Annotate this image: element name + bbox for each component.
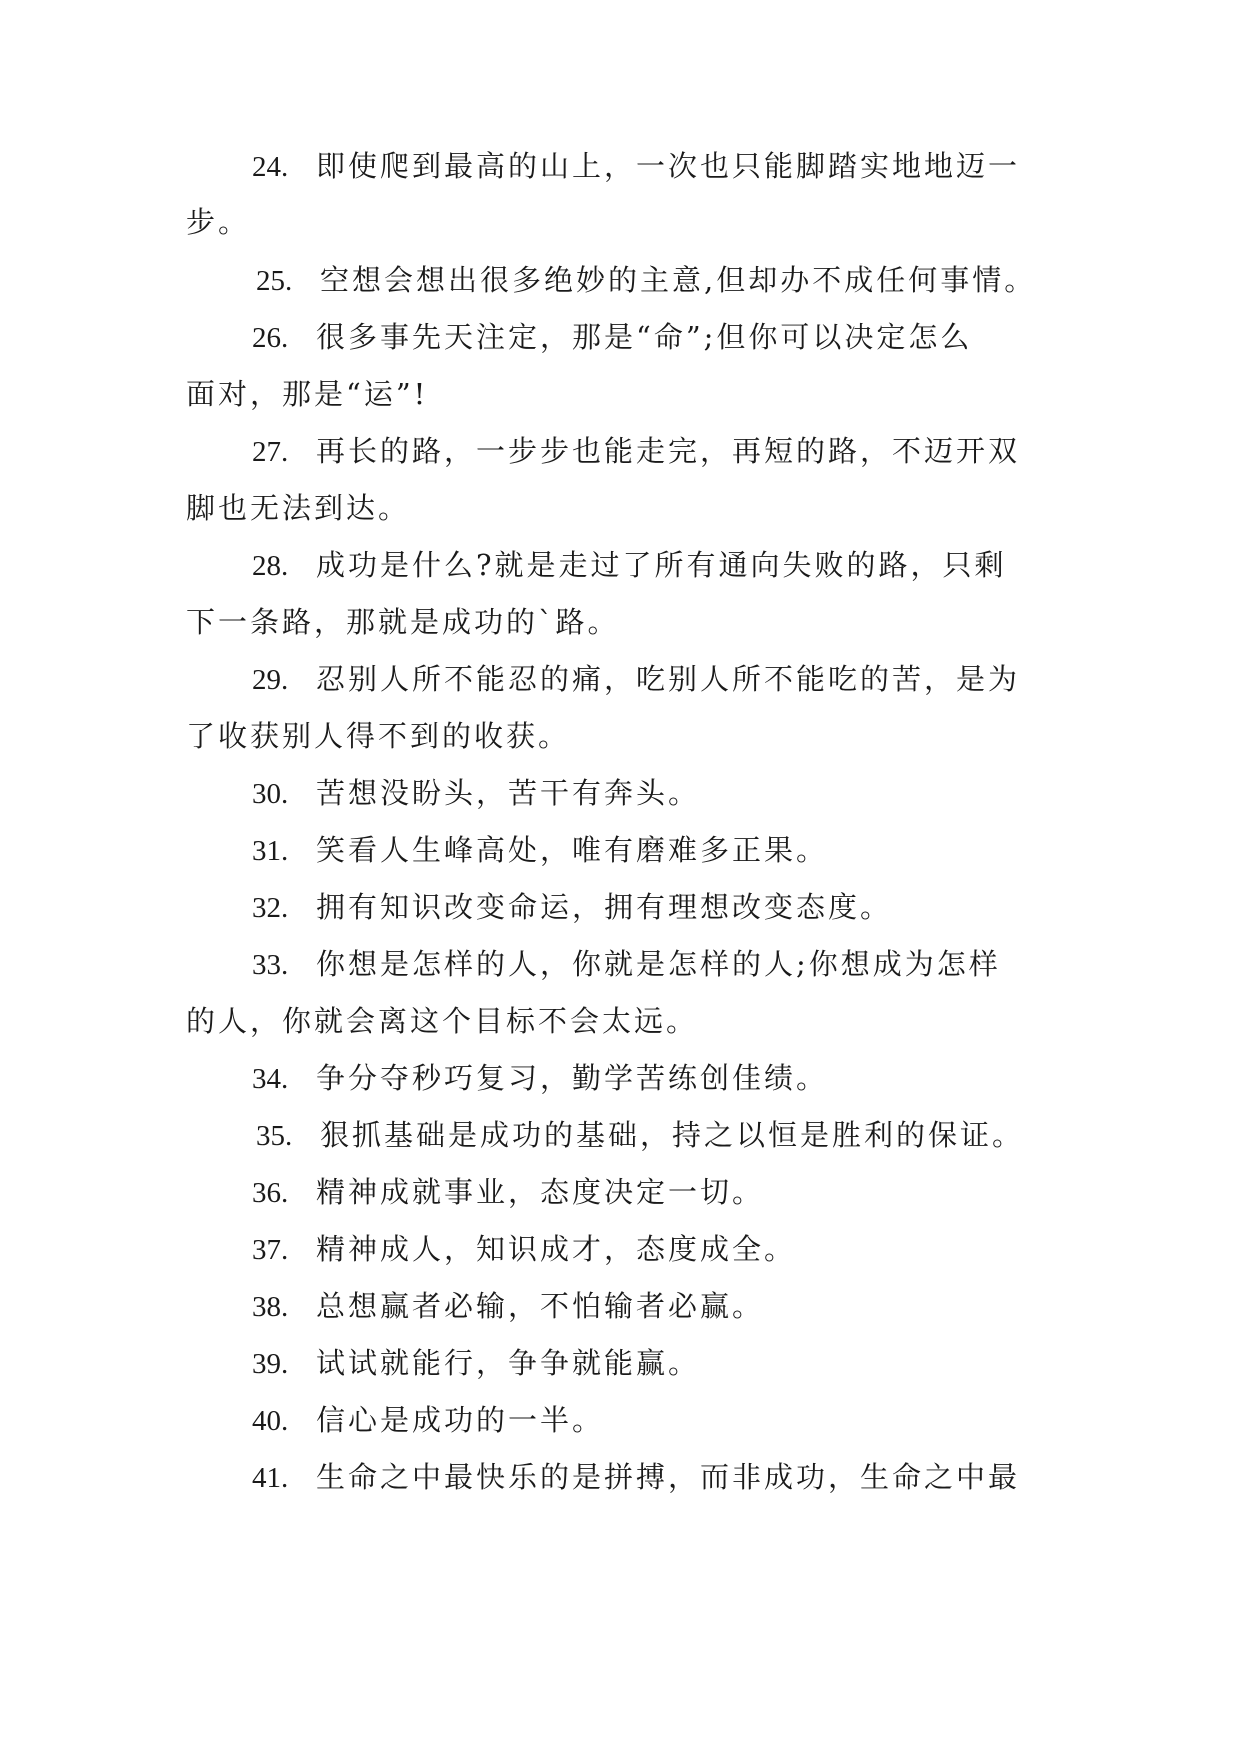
list-item-40-line-1 — [252, 1400, 604, 1441]
item-text: 忍别人所不能忍的痛，吃别人所不能吃的苦，是为 — [316, 662, 1021, 696]
item-number: 24. — [252, 151, 289, 183]
item-number: 29. — [252, 664, 289, 696]
item-number: 40. — [252, 1405, 289, 1437]
item-number: 38. — [252, 1291, 289, 1323]
item-text: 精神成就事业，态度决定一切。 — [316, 1175, 765, 1209]
item-number: 28. — [252, 550, 289, 582]
list-item-29-line-2 — [186, 716, 570, 756]
list-item-32-line-1 — [252, 887, 892, 928]
item-number: 41. — [252, 1462, 289, 1494]
item-number: 30. — [252, 778, 289, 810]
item-number: 27. — [252, 436, 289, 468]
item-number: 39. — [252, 1348, 289, 1380]
item-text: 争分夺秒巧复习，勤学苦练创佳绩。 — [316, 1061, 829, 1095]
item-text: 面对，那是“运”! — [186, 377, 429, 411]
item-text: 空想会想出很多绝妙的主意,但却办不成任何事情。 — [320, 263, 1037, 297]
item-text: 拥有知识改变命运，拥有理想改变态度。 — [316, 890, 893, 924]
item-number: 34. — [252, 1063, 289, 1095]
item-text: 下一条路，那就是成功的`路。 — [186, 605, 620, 639]
item-text: 你想是怎样的人，你就是怎样的人;你想成为怎样 — [316, 947, 1001, 981]
item-text: 信心是成功的一半。 — [316, 1403, 605, 1437]
item-text: 苦想没盼头，苦干有奔头。 — [316, 776, 701, 810]
list-item-33-line-1 — [252, 944, 1001, 985]
list-item-37-line-1 — [252, 1229, 796, 1270]
item-text: 狠抓基础是成功的基础，持之以恒是胜利的保证。 — [320, 1118, 1025, 1152]
item-number: 37. — [252, 1234, 289, 1266]
item-number: 25. — [256, 265, 293, 297]
item-number: 33. — [252, 949, 289, 981]
list-item-36-line-1 — [252, 1172, 764, 1213]
item-number: 32. — [252, 892, 289, 924]
item-number: 35. — [256, 1120, 293, 1152]
list-item-41-line-1 — [252, 1457, 1020, 1498]
list-item-38-line-1 — [252, 1286, 764, 1327]
item-text: 很多事先天注定，那是“命”;但你可以决定怎么 — [316, 320, 973, 354]
list-item-33-line-2 — [186, 1001, 698, 1041]
item-text: 了收获别人得不到的收获。 — [186, 719, 571, 753]
list-item-30-line-1 — [252, 773, 700, 814]
item-text: 成功是什么?就是走过了所有通向失败的路，只剩 — [316, 548, 1007, 582]
list-item-34-line-1 — [252, 1058, 828, 1099]
list-item-24-line-2 — [186, 202, 250, 242]
item-text: 总想赢者必输，不怕输者必赢。 — [316, 1289, 765, 1323]
list-item-28-line-1 — [252, 545, 1007, 586]
list-item-26-line-1 — [252, 317, 972, 358]
list-item-24-line-1 — [252, 146, 1020, 187]
item-text: 的人，你就会离这个目标不会太远。 — [186, 1004, 699, 1038]
item-text: 生命之中最快乐的是拼搏，而非成功，生命之中最 — [316, 1460, 1021, 1494]
list-item-26-line-2 — [186, 374, 428, 414]
item-text: 精神成人，知识成才，态度成全。 — [316, 1232, 797, 1266]
item-text: 再长的路，一步步也能走完，再短的路，不迈开双 — [316, 434, 1021, 468]
list-item-31-line-1 — [252, 830, 828, 871]
item-text: 试试就能行，争争就能赢。 — [316, 1346, 701, 1380]
item-number: 26. — [252, 322, 289, 354]
list-item-25-line-1 — [256, 260, 1036, 301]
item-text: 即使爬到最高的山上，一次也只能脚踏实地地迈一 — [316, 149, 1021, 183]
list-item-28-line-2 — [186, 602, 620, 642]
item-text: 笑看人生峰高处，唯有磨难多正果。 — [316, 833, 829, 867]
list-item-27-line-1 — [252, 431, 1020, 472]
item-number: 31. — [252, 835, 289, 867]
item-number: 36. — [252, 1177, 289, 1209]
item-text: 步。 — [186, 205, 251, 239]
list-item-27-line-2 — [186, 488, 410, 528]
list-item-35-line-1 — [256, 1115, 1024, 1156]
list-item-39-line-1 — [252, 1343, 700, 1384]
list-item-29-line-1 — [252, 659, 1020, 700]
item-text: 脚也无法到达。 — [186, 491, 411, 525]
